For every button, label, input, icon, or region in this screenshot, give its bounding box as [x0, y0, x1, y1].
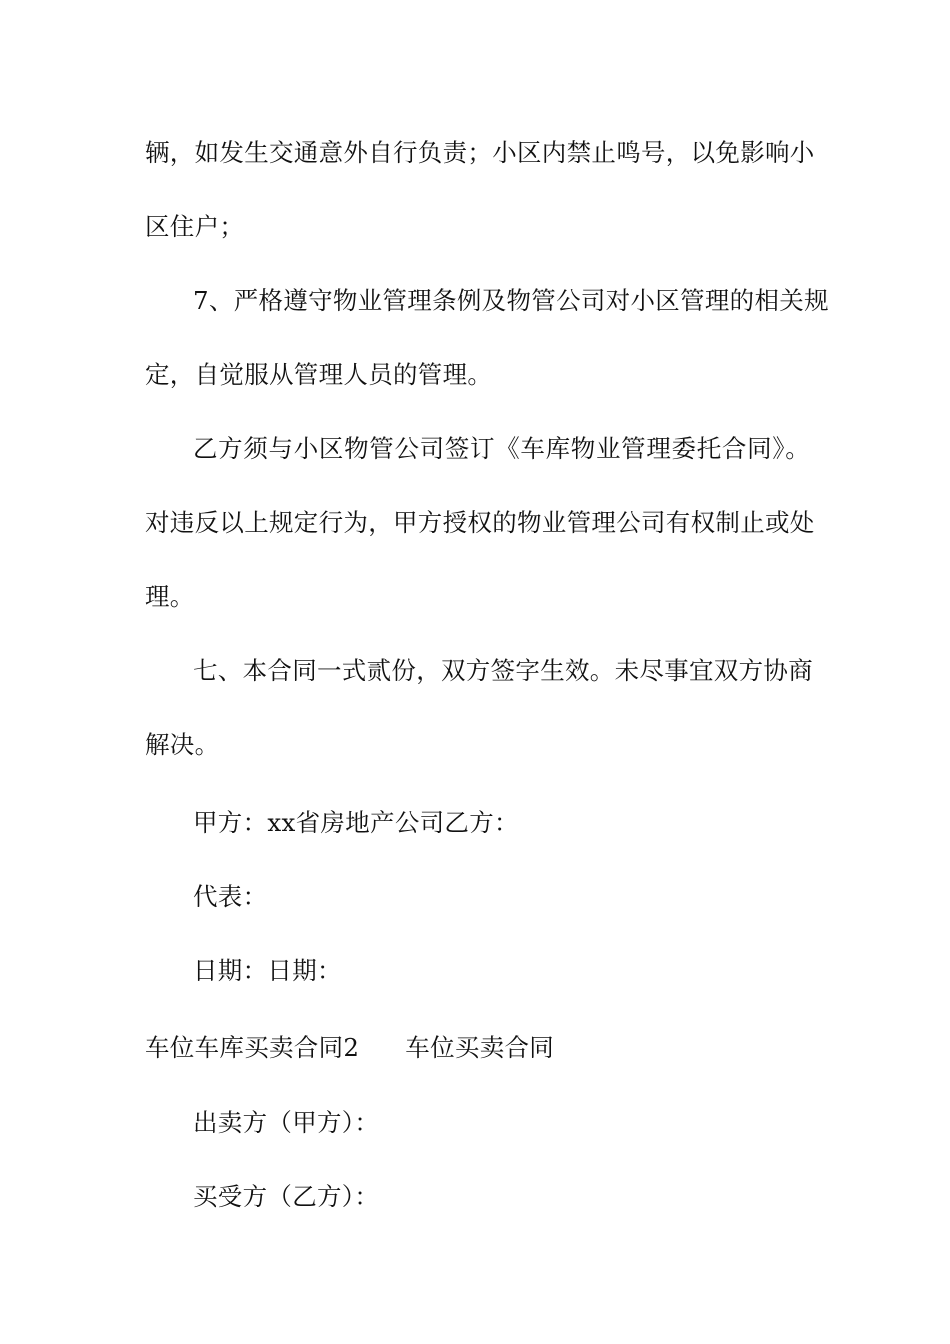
paragraph-line: 七、本合同一式贰份，双方签字生效。未尽事宜双方协商 [193, 656, 813, 685]
heading-right: 车位买卖合同 [405, 1033, 555, 1062]
paragraph-line: 辆，如发生交通意外自行负责；小区内禁止鸣号，以免影响小 [145, 138, 815, 167]
paragraph-line: 理。 [145, 582, 195, 611]
paragraph-line: 定，自觉服从管理人员的管理。 [145, 360, 493, 389]
paragraph-line: 乙方须与小区物管公司签订《车库物业管理委托合同》。 [193, 434, 810, 463]
paragraph-line: 对违反以上规定行为，甲方授权的物业管理公司有权制止或处 [145, 508, 815, 537]
paragraph-line: 区住户； [145, 212, 245, 241]
section-heading [145, 1033, 810, 1063]
date-line: 日期：日期： [193, 956, 342, 985]
paragraph-line: 解决。 [145, 730, 220, 759]
heading-left: 车位车库买卖合同2 [145, 1033, 360, 1062]
paragraph-line: 7、严格遵守物业管理条例及物管公司对小区管理的相关规 [193, 286, 829, 315]
seller-line: 出卖方（甲方）： [193, 1108, 380, 1137]
party-a-line: 甲方：xx省房地产公司乙方： [193, 808, 519, 837]
representative-line: 代表： [193, 882, 268, 911]
buyer-line: 买受方（乙方）： [193, 1182, 380, 1211]
